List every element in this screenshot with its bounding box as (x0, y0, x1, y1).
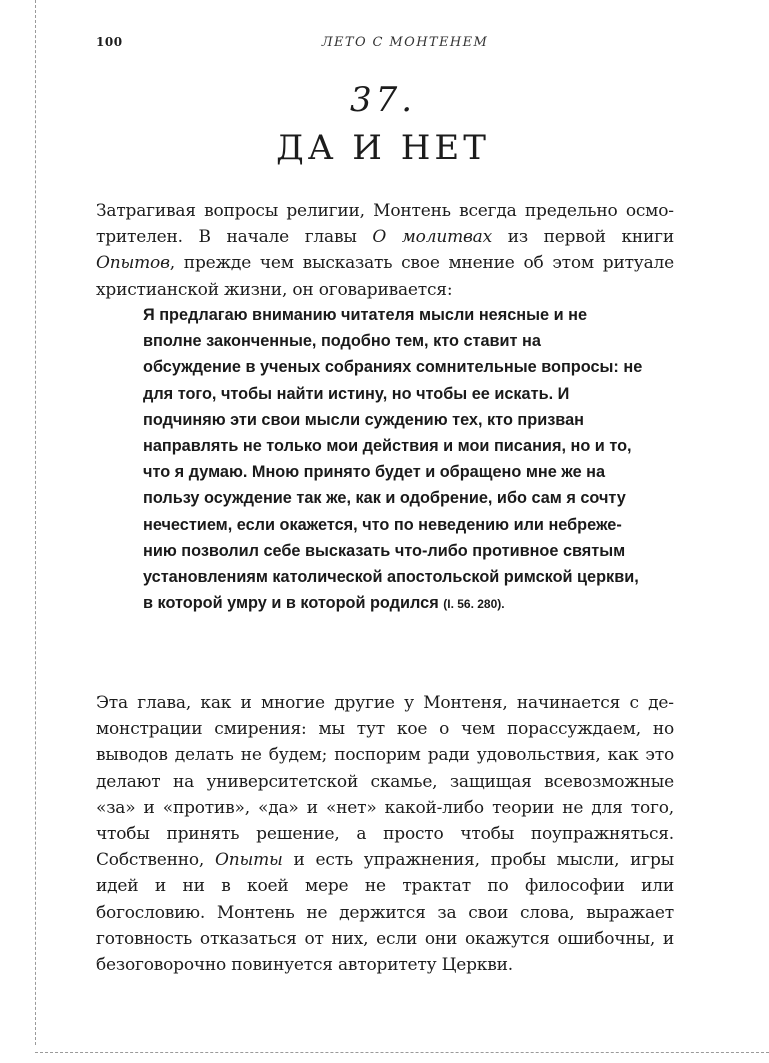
block-quote (143, 302, 643, 617)
paragraph-intro (96, 198, 674, 303)
text-run: Затрагивая вопросы религии, Монтень всегда предельно осмотрителен. В начале главы (96, 201, 674, 248)
chapter-title: ДА И НЕТ (276, 128, 490, 168)
text-run: и есть упражнения, пробы мысли, игры идей и ни в коей мере не трактат по философии или богословию. Монтень не держится за свои слова, выражает готовность отказаться от них, если они окажутся ошибочны, и безоговорочно повинуется авторитету Церкви. (96, 850, 674, 976)
running-head: ЛЕТО С МОНТЕНЕМ (321, 35, 489, 50)
bottom-crop-line (35, 1052, 769, 1053)
paragraph-main (96, 690, 674, 978)
page-number: 100 (96, 35, 123, 49)
quote-text: Я предлагаю вниманию читателя мысли неясные и не вполне законченные, подобно тем, кто ставит на обсуждение в ученых собраниях сомнительные вопросы: не для того, чтобы найти истину, но чтобы ее искать. И подчиняю эти свои мысли суждению тех, кто призван направлять не только мои действия и мои писания, но и то, что я думаю. Мною принято будет и обращено мне же на пользу осуждение так же, как и одобрение, ибо сам я сочту нечестием, если окажется, что по неведению или небрежению позволил себе высказать что-либо противное святым установлениям католической апостольской римской церкви, в которой умру и в которой родился (143, 306, 643, 613)
text-run: , прежде чем высказать свое мнение об этом ритуале христианской жизни, он оговаривается: (96, 253, 674, 300)
italic-title: О молитвах (372, 227, 493, 248)
chapter-number: 37. (349, 80, 417, 120)
italic-title: Опыты (214, 850, 283, 871)
text-run: Эта глава, как и многие другие у Монтеня, начинается с демонстрации смирения: мы тут кое о чем порассуждаем, но выводов делать не будем; поспорим ради удовольствия, как это делают на университетской скамье, защищая всевозможные «за» и «против», «да» и «нет» какой-либо теории не для того, чтобы принять решение, а просто чтобы поупражняться. Собственно, (96, 693, 674, 871)
quote-reference: (I. 56. 280). (443, 597, 505, 612)
italic-title: Опытов (96, 253, 170, 274)
left-crop-line (35, 0, 36, 1045)
text-run: из первой книги (492, 227, 674, 248)
